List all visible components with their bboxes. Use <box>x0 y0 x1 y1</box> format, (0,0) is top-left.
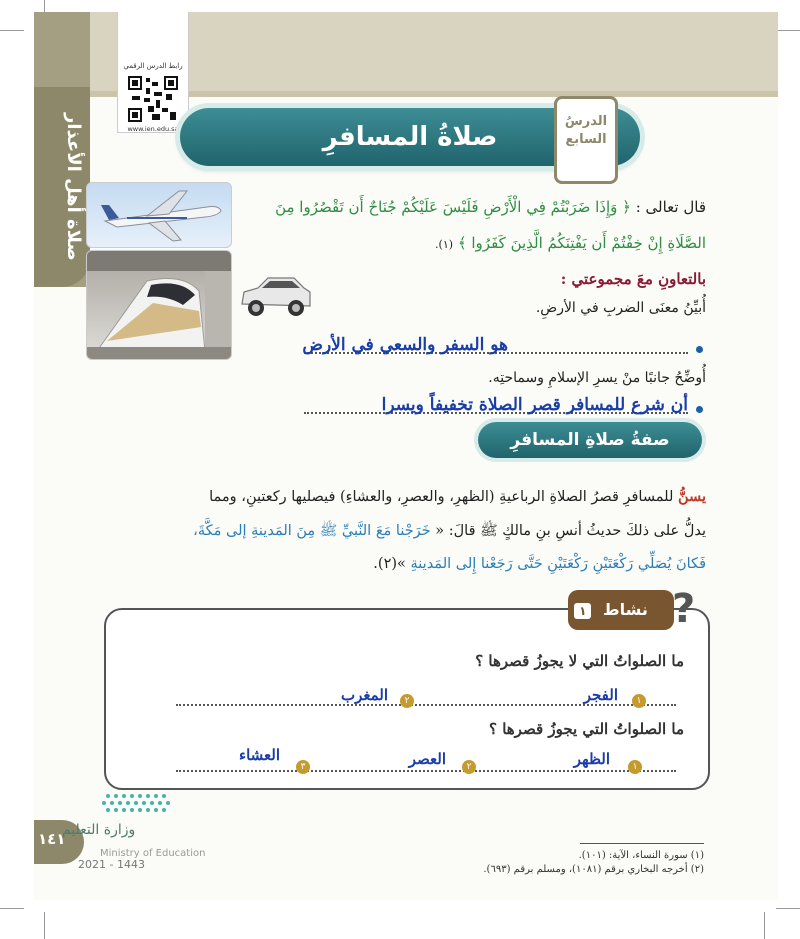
activity-number: ١ <box>574 603 591 619</box>
lesson-badge-number: السابع <box>565 132 607 147</box>
answer-number-badge: ١ <box>628 760 642 774</box>
quran-verse-line1: ﴿ وَإِذَا ضَرَبْتُمْ فِي الْأَرْضِ فَلَيْسَ عَلَيْكُمْ جُنَاحٌ أَن تَقْصُرُوا مِنَ <box>275 198 631 216</box>
body-lead: يسنُّ <box>677 488 706 505</box>
footnote-1: (١) سورة النساء، الآية: (١٠١). <box>578 850 704 861</box>
activity-answer-2-3[interactable]: العشاء <box>239 746 280 764</box>
crop-mark <box>776 908 800 909</box>
activity-label: نشاط <box>602 600 648 619</box>
group-question-1: أُبيِّنُ معنَى الضربِ في الأرضِ. <box>535 300 706 316</box>
question-mark-icon: ? <box>672 586 696 632</box>
answer-number-badge: ٢ <box>462 760 476 774</box>
ministry-name: وزارة التعليم <box>62 822 136 838</box>
crop-mark <box>0 30 24 31</box>
airplane-icon <box>87 183 231 247</box>
group-answer-1[interactable]: هو السفر والسعي في الأرض <box>302 335 508 355</box>
lesson-title: صلاةُ المسافرِ <box>322 122 498 152</box>
qr-url[interactable]: www.ien.edu.sa <box>127 125 179 133</box>
hadith-line-1: خَرَجْنا مَعَ النَّبيِّ ﷺ مِنَ المَدينةِ إلى مَكَّةَ، <box>193 523 431 539</box>
car-image <box>238 270 314 320</box>
bullet-icon <box>696 346 703 353</box>
activity-answer-1-1[interactable]: الفجر <box>583 686 618 704</box>
bullet-icon <box>696 406 703 413</box>
answer-number-badge: ١ <box>632 694 646 708</box>
activity-question-1: ما الصلواتُ التي لا يجوزُ قصرها ؟ <box>475 652 684 670</box>
section-title: صفةُ صلاةِ المسافرِ <box>510 430 670 450</box>
group-work-heading: بالتعاونِ معَ مجموعتي : <box>560 270 706 288</box>
airplane-image <box>86 182 232 248</box>
body-line-2 <box>193 522 706 543</box>
footnote-2: (٢) أخرجه البخاري برقم (١٠٨١)، ومسلم برقم (٦٩٣). <box>483 864 704 875</box>
hadith-line-2: فَكانَ يُصَلِّي رَكْعَتَيْنِ رَكْعَتَيْنِ حَتَّى رَجَعْنا إِلى المَدينةِ <box>410 556 706 572</box>
quran-prefix: قال تعالى : <box>635 198 706 216</box>
quran-intro <box>275 198 706 216</box>
activity-tab <box>568 590 674 630</box>
car-icon <box>238 270 314 320</box>
activity-answer-line-2 <box>176 770 676 772</box>
quran-ref: (١). <box>435 238 454 251</box>
lesson-badge-label: الدرسُ <box>564 114 608 129</box>
body-line2-prefix: يدلُّ على ذلكَ حديثُ أنسِ بنِ مالكٍ ﷺ قالَ: « <box>435 523 706 539</box>
body-line-1 <box>209 488 706 505</box>
group-answer-2[interactable]: أن شرع للمسافر قصر الصلاة تخفيفاً ويسرا <box>381 395 688 415</box>
ministry-logo-icon <box>68 790 198 850</box>
answer-number-badge: ٢ <box>400 694 414 708</box>
activity-answer-2-1[interactable]: الظهر <box>573 750 610 768</box>
activity-answer-2-2[interactable]: العصر <box>408 750 446 768</box>
train-icon <box>87 251 231 359</box>
activity-question-2: ما الصلواتُ التي يجوزُ قصرها ؟ <box>489 720 684 738</box>
crop-mark <box>44 0 45 12</box>
lesson-number-badge <box>554 96 618 184</box>
crop-mark <box>764 912 765 939</box>
qr-caption: رابط الدرس الرقمي <box>123 62 183 70</box>
group-question-2: أُوضِّحُ جانبًا منْ يسرِ الإسلامِ وسماحتِه. <box>488 370 706 386</box>
ministry-name-en: Ministry of Education <box>100 848 206 859</box>
activity-answer-1-2[interactable]: المغرب <box>340 686 388 704</box>
body-line1-text: للمسافرِ قصرُ الصلاةِ الرباعيةِ (الظهرِ، والعصرِ، والعشاءِ) فيصليها ركعتينِ، ومما <box>209 489 674 505</box>
body-line-3 <box>373 556 706 572</box>
edition-year: 2021 - 1443 <box>78 858 145 871</box>
qr-code-icon <box>128 76 178 122</box>
section-banner <box>478 422 702 458</box>
hadith-ref: »(٢). <box>373 556 406 572</box>
crop-mark <box>0 908 24 909</box>
chapter-title: صلاة أهل الأعذار <box>63 113 84 261</box>
crop-mark <box>44 912 45 939</box>
activity-answer-line-1 <box>176 704 676 706</box>
chapter-sidebar <box>34 12 90 287</box>
answer-number-badge: ٣ <box>296 760 310 774</box>
quran-verse-line2: الصَّلَاةِ إِنْ خِفْتُمْ أَن يَفْتِنَكُمُ الَّذِينَ كَفَرُوا ﴾ <box>457 234 706 252</box>
footnote-divider <box>580 843 704 844</box>
crop-mark <box>776 30 800 31</box>
qr-code-box[interactable] <box>117 12 189 133</box>
page-number: ١٤١ <box>38 830 66 848</box>
quran-line2 <box>435 234 706 252</box>
train-image <box>86 250 232 360</box>
